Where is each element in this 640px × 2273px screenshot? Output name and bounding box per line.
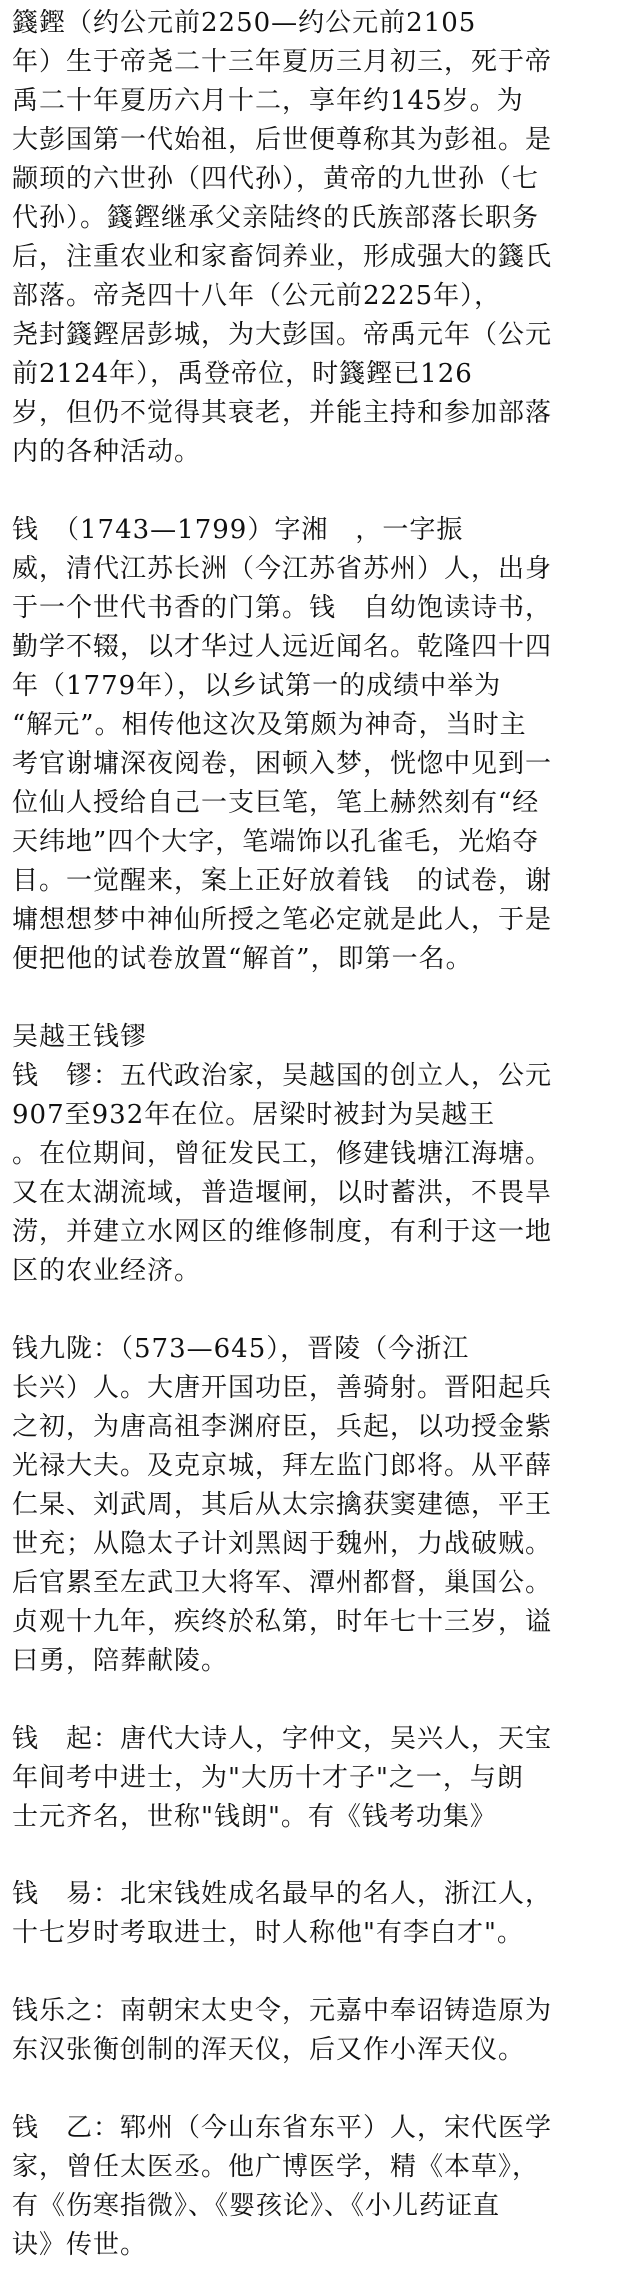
text-line: 士元齐名，世称"钱朗"。有《钱考功集》 [12,1802,497,1832]
entry-qian-qi [12,1720,628,1837]
text-line: 墉想想梦中神仙所授之笔必定就是此人，于是 [12,905,553,935]
text-line: 长兴）人。大唐开国功臣，善骑射。晋阳起兵 [12,1373,553,1403]
text-line: 天纬地”四个大字，笔端饰以孔雀毛，光焰夺 [12,827,540,857]
text-line: 位仙人授给自己一支巨笔，笔上赫然刻有“经 [12,788,540,818]
text-line: 考官谢墉深夜阅卷，困顿入梦，恍惚中见到一 [12,749,553,779]
text-line: 曰勇，陪葬献陵。 [12,1646,229,1676]
text-line: 钱 易：北宋钱姓成名最早的名人，浙江人， [12,1879,553,1909]
text-line: 区的农业经济。 [12,1256,202,1286]
entry-heading: 吴越王钱镠 [12,1022,148,1052]
text-line: 内的各种活动。 [12,437,202,467]
text-line: 贞观十九年，疾终於私第，时年七十三岁，谥 [12,1607,553,1637]
text-line: 年间考中进士，为"大历十才子"之一，与朗 [12,1763,524,1793]
text-line: 后，注重农业和家畜饲养业，形成强大的籛氏 [12,242,553,272]
text-line: 。在位期间，曾征发民工，修建钱塘江海塘。 [12,1139,553,1169]
text-line: 年）生于帝尧二十三年夏历三月初三，死于帝 [12,47,553,77]
text-line: 尧封籛鏗居彭城，为大彭国。帝禹元年（公元 [12,320,553,350]
text-line: 钱乐之：南朝宋太史令，元嘉中奉诏铸造原为 [12,1996,553,2026]
text-line: 禹二十年夏历六月十二，享年约145岁。为 [12,86,524,116]
text-line: 东汉张衡创制的浑天仪，后又作小浑天仪。 [12,2035,526,2065]
text-line: 代孙）。籛鏗继承父亲陆终的氏族部落长职务 [12,203,540,233]
text-line: 后官累至左武卫大将军、潭州都督，巢国公。 [12,1568,553,1598]
text-line: 便把他的试卷放置“解首”，即第一名。 [12,944,473,974]
entry-qian-lezhi [12,1992,628,2070]
text-line: 家，曾任太医丞。他广博医学，精《本草》， [12,2152,540,2182]
text-line: 年（1779年），以乡试第一的成绩中举为 [12,671,502,701]
text-line: 有《伤寒指微》、《婴孩论》、《小儿药证直 [12,2191,501,2221]
text-line: 大彭国第一代始祖，后世便尊称其为彭祖。是 [12,125,553,155]
text-line: “解元”。相传他这次及第颇为神奇，当时主 [12,710,527,740]
text-line: 钱九陇：（573—645），晋陵（今浙江 [12,1334,470,1364]
entry-qian-jiulong [12,1330,628,1681]
text-line: 籛鏗（约公元前2250—约公元前2105 [12,8,477,38]
text-line: 钱 乙：郓州（今山东省东平）人，宋代医学 [12,2113,553,2143]
text-line: 十七岁时考取进士，时人称他"有李白才"。 [12,1918,524,1948]
text-line: 光禄大夫。及克京城，拜左监门郎将。从平薛 [12,1451,553,1481]
entry-qian-qing [12,511,628,979]
text-line: 钱 （1743—1799）字湘 ，一字振 [12,515,464,545]
text-line: 涝，并建立水网区的维修制度，有利于这一地 [12,1217,553,1247]
text-line: 907至932年在位。居梁时被封为吴越王 [12,1100,496,1130]
text-line: 于一个世代书香的门第。钱 自幼饱读诗书， [12,593,553,623]
text-line: 又在太湖流域，普造堰闸，以时蓄洪，不畏旱 [12,1178,553,1208]
entry-qian-yi-physician [12,2109,628,2265]
entry-qian-liu [12,1018,628,1291]
text-line: 勤学不辍，以才华过人远近闻名。乾隆四十四 [12,632,553,662]
text-line: 仁杲、刘武周，其后从太宗擒获窦建德，平王 [12,1490,553,1520]
text-line: 威，清代江苏长洲（今江苏省苏州）人，出身 [12,554,553,584]
entry-qian-yi-song [12,1875,628,1953]
text-line: 钱 镠：五代政治家，吴越国的创立人，公元 [12,1061,553,1091]
text-line: 世充；从隐太子计刘黑闼于魏州，力战破贼。 [12,1529,553,1559]
text-line: 目。一觉醒来，案上正好放着钱 的试卷，谢 [12,866,553,896]
text-line: 钱 起：唐代大诗人，字仲文，吴兴人，天宝 [12,1724,553,1754]
text-line: 岁，但仍不觉得其衰老，并能主持和参加部落 [12,398,553,428]
text-line: 之初，为唐高祖李渊府臣，兵起，以功授金紫 [12,1412,553,1442]
text-line: 部落。帝尧四十八年（公元前2225年）， [12,281,502,311]
text-line: 前2124年），禹登帝位，时籛鏗已126 [12,359,473,389]
entry-jian-keng [12,4,628,472]
text-line: 诀》传世。 [12,2230,148,2260]
text-line: 颛顼的六世孙（四代孙），黄帝的九世孙（七 [12,164,540,194]
